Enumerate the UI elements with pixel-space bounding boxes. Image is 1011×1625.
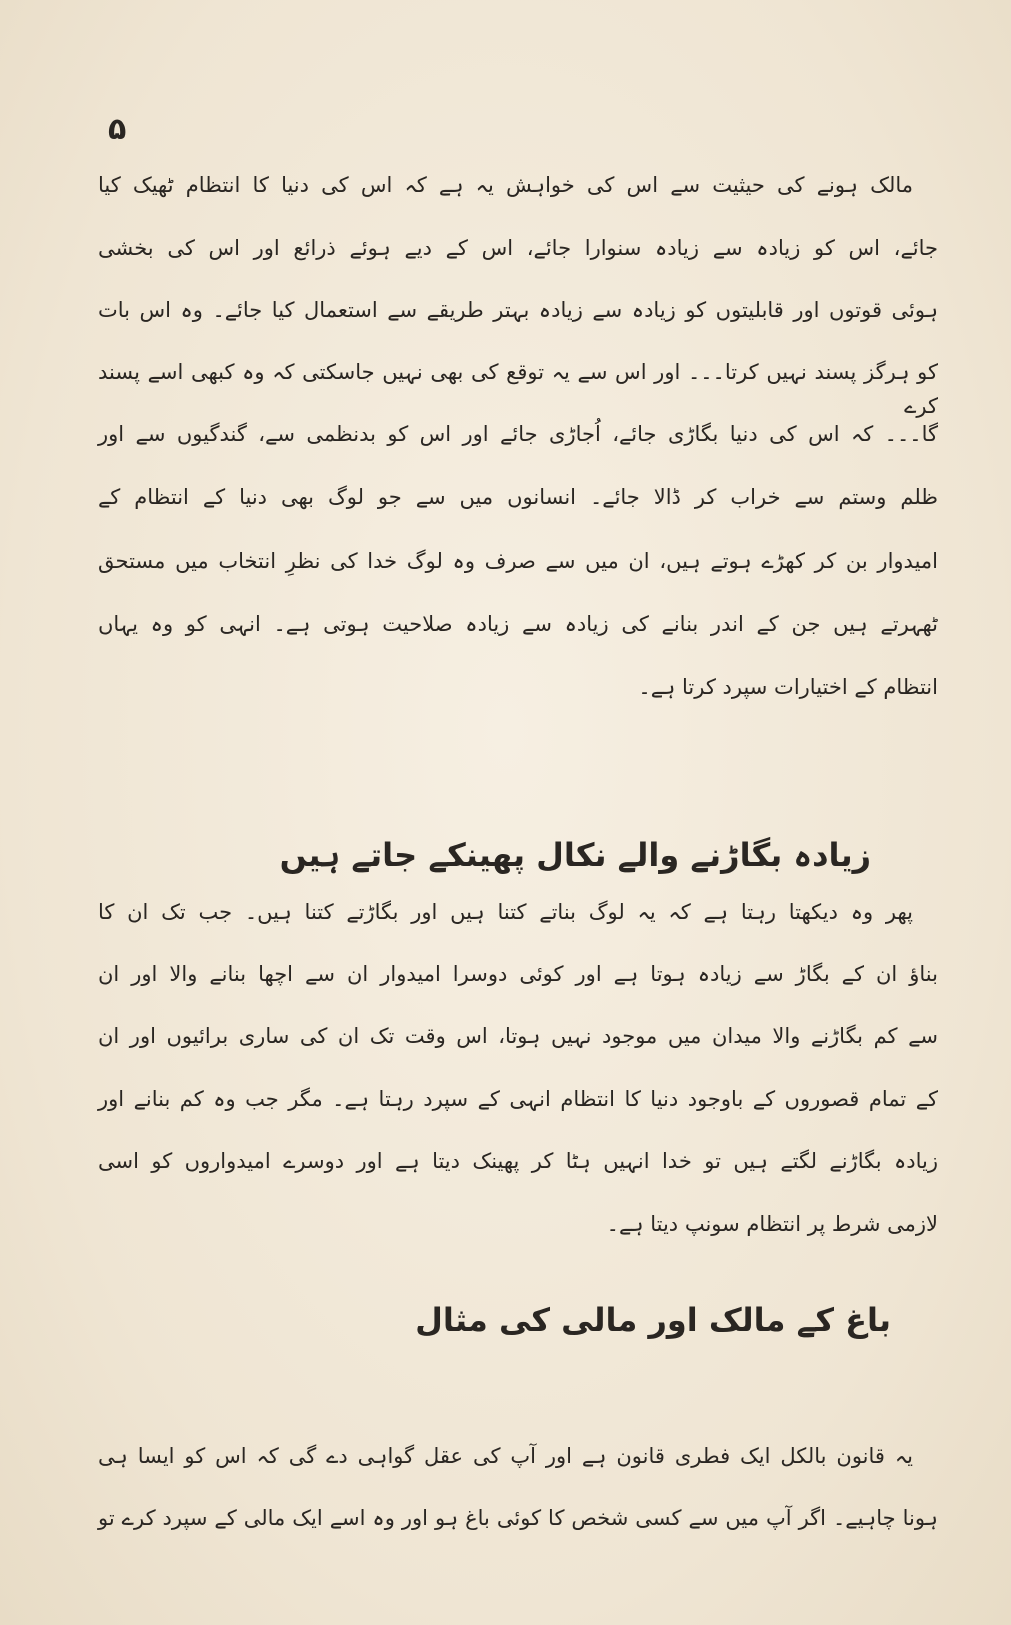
- text-line: پھر وہ دیکھتا رہتا ہے کہ یہ لوگ بناتے کتنا ہیں اور بگاڑتے کتنا ہیں۔ جب تک ان کا: [98, 900, 913, 924]
- text-line: مالک ہونے کی حیثیت سے اس کی خواہش یہ ہے کہ اس کی دنیا کا انتظام ٹھیک کیا: [98, 173, 913, 197]
- text-line: انتظام کے اختیارات سپرد کرتا ہے۔: [638, 675, 938, 699]
- text-line: جائے، اس کو زیادہ سے زیادہ سنوارا جائے، اس کے دیے ہوئے ذرائع اور اس کی بخشی: [98, 236, 938, 260]
- text-line: یہ قانون بالکل ایک فطری قانون ہے اور آپ کی عقل گواہی دے گی کہ اس کو ایسا ہی: [98, 1444, 913, 1468]
- text-line: بناؤ ان کے بگاڑ سے زیادہ ہوتا ہے اور کوئی دوسرا امیدوار ان سے اچھا بنانے والا اور ان: [98, 962, 938, 986]
- text-line: ٹھہرتے ہیں جن کے اندر بنانے کی زیادہ سے زیادہ صلاحیت ہوتی ہے۔ انہی کو وہ یہاں: [98, 612, 938, 636]
- text-line: ظلم وستم سے خراب کر ڈالا جائے۔ انسانوں میں سے جو لوگ بھی دنیا کے انتظام کے: [98, 485, 938, 509]
- text-line: ہونا چاہیے۔ اگر آپ میں سے کسی شخص کا کوئی باغ ہو اور وہ اسے ایک مالی کے سپرد کرے تو: [98, 1506, 938, 1530]
- text-line: سے کم بگاڑنے والا میدان میں موجود نہیں ہوتا، اس وقت تک ان کی ساری برائیوں اور ان: [98, 1024, 938, 1048]
- text-line: امیدوار بن کر کھڑے ہوتے ہیں، ان میں سے صرف وہ لوگ خدا کی نظرِ انتخاب میں مستحق: [98, 549, 938, 573]
- text-line: ہوئی قوتوں اور قابلیتوں کو زیادہ سے زیادہ بہتر طریقے سے استعمال کیا جائے۔ وہ اس بات: [98, 298, 938, 322]
- text-line: لازمی شرط پر انتظام سونپ دیتا ہے۔: [606, 1212, 938, 1236]
- page-number: ۵: [108, 112, 127, 147]
- text-line: کو ہرگز پسند نہیں کرتا۔۔۔ اور اس سے یہ توقع کی بھی نہیں جاسکتی کہ وہ کبھی اسے پسند کرے: [98, 360, 938, 418]
- section-heading: باغ کے مالک اور مالی کی مثال: [415, 1301, 891, 1339]
- text-line: گا۔۔۔ کہ اس کی دنیا بگاڑی جائے، اُجاڑی جائے اور اس کو بدنظمی سے، گندگیوں سے اور: [98, 422, 938, 446]
- text-line: کے تمام قصوروں کے باوجود دنیا کا انتظام انہی کے سپرد رہتا ہے۔ مگر جب وہ کم بنانے اور: [98, 1087, 938, 1111]
- text-line: زیادہ بگاڑنے لگتے ہیں تو خدا انہیں ہٹا کر پھینک دیتا ہے اور دوسرے امیدواروں کو اسی: [98, 1149, 938, 1173]
- section-heading: زیادہ بگاڑنے والے نکال پھینکے جاتے ہیں: [279, 836, 871, 874]
